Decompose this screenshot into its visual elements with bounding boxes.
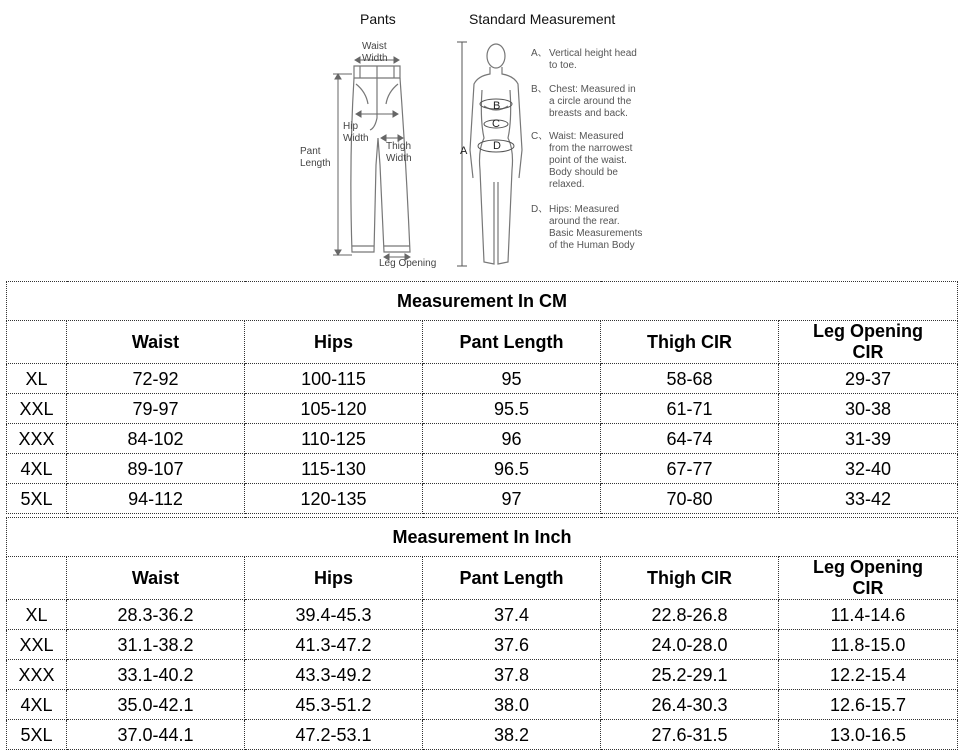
- leg-opening-label: Leg Opening: [379, 258, 437, 269]
- cell-waist: 35.0-42.1: [67, 690, 245, 720]
- body-letter-d: D: [493, 140, 501, 152]
- table-title-row: [7, 282, 958, 321]
- cell-size: XL: [7, 364, 67, 394]
- cell-pant-length: 95: [423, 364, 601, 394]
- description-b-text: Chest: Measured in a circle around the breasts and back.: [549, 84, 636, 119]
- cell-pant-length: 37.8: [423, 660, 601, 690]
- cell-leg-opening-cir: 11.4-14.6: [779, 600, 958, 630]
- header-thigh-cir: Thigh CIR: [601, 321, 779, 364]
- cell-pant-length: 38.0: [423, 690, 601, 720]
- cell-hips: 39.4-45.3: [245, 600, 423, 630]
- header-row: [7, 321, 958, 364]
- table-title: Measurement In CM: [7, 282, 958, 321]
- cell-waist: 31.1-38.2: [67, 630, 245, 660]
- cell-waist: 79-97: [67, 394, 245, 424]
- cell-leg-opening-cir: 29-37: [779, 364, 958, 394]
- measurement-illustration: [0, 0, 962, 280]
- cell-thigh-cir: 22.8-26.8: [601, 600, 779, 630]
- cell-size: 5XL: [7, 720, 67, 750]
- header-waist: Waist: [67, 557, 245, 600]
- table-row: [7, 364, 958, 394]
- cell-pant-length: 37.4: [423, 600, 601, 630]
- description-a-text: Vertical height head to toe.: [549, 48, 637, 71]
- table-row: [7, 720, 958, 750]
- cell-leg-opening-cir: 30-38: [779, 394, 958, 424]
- standard-measurement-title: Standard Measurement: [469, 11, 616, 27]
- cell-waist: 89-107: [67, 454, 245, 484]
- table-row: [7, 630, 958, 660]
- table-row: [7, 600, 958, 630]
- cell-pant-length: 97: [423, 484, 601, 514]
- cell-hips: 120-135: [245, 484, 423, 514]
- cell-thigh-cir: 58-68: [601, 364, 779, 394]
- cell-waist: 72-92: [67, 364, 245, 394]
- cell-thigh-cir: 61-71: [601, 394, 779, 424]
- cell-size: 5XL: [7, 484, 67, 514]
- header-size: [7, 321, 67, 364]
- cell-leg-opening-cir: 33-42: [779, 484, 958, 514]
- cell-size: XL: [7, 600, 67, 630]
- pant-length-label: Pant Length: [300, 146, 331, 169]
- cell-size: XXL: [7, 394, 67, 424]
- description-b-letter: B、: [531, 84, 548, 95]
- header-waist: Waist: [67, 321, 245, 364]
- table-row: [7, 454, 958, 484]
- table-title: Measurement In Inch: [7, 518, 958, 557]
- cell-leg-opening-cir: 32-40: [779, 454, 958, 484]
- table-row: [7, 424, 958, 454]
- cell-leg-opening-cir: 11.8-15.0: [779, 630, 958, 660]
- cell-leg-opening-cir: 12.6-15.7: [779, 690, 958, 720]
- cell-hips: 100-115: [245, 364, 423, 394]
- header-hips: Hips: [245, 557, 423, 600]
- description-d-letter: D、: [531, 204, 549, 215]
- cell-waist: 28.3-36.2: [67, 600, 245, 630]
- cell-size: XXX: [7, 424, 67, 454]
- cell-pant-length: 96.5: [423, 454, 601, 484]
- cell-hips: 41.3-47.2: [245, 630, 423, 660]
- header-leg-opening-cir: Leg Opening CIR: [779, 557, 958, 600]
- body-letter-c: C: [492, 118, 500, 130]
- cell-hips: 115-130: [245, 454, 423, 484]
- header-hips: Hips: [245, 321, 423, 364]
- cell-thigh-cir: 67-77: [601, 454, 779, 484]
- pants-title: Pants: [360, 11, 396, 27]
- cell-pant-length: 38.2: [423, 720, 601, 750]
- thigh-width-label: Thigh Width: [386, 141, 412, 164]
- cell-hips: 105-120: [245, 394, 423, 424]
- cell-size: XXL: [7, 630, 67, 660]
- header-thigh-cir: Thigh CIR: [601, 557, 779, 600]
- size-table-inch: [6, 517, 958, 750]
- cell-thigh-cir: 64-74: [601, 424, 779, 454]
- cell-thigh-cir: 70-80: [601, 484, 779, 514]
- cell-waist: 33.1-40.2: [67, 660, 245, 690]
- waist-width-label: Waist Width: [362, 41, 388, 64]
- cell-leg-opening-cir: 31-39: [779, 424, 958, 454]
- cell-hips: 47.2-53.1: [245, 720, 423, 750]
- cell-thigh-cir: 25.2-29.1: [601, 660, 779, 690]
- cell-hips: 43.3-49.2: [245, 660, 423, 690]
- table-row: [7, 484, 958, 514]
- cell-pant-length: 95.5: [423, 394, 601, 424]
- table-title-row: [7, 518, 958, 557]
- cell-leg-opening-cir: 13.0-16.5: [779, 720, 958, 750]
- description-c-text: Waist: Measured from the narrowest point of the waist. Body should be relaxed.: [549, 131, 633, 190]
- description-a-letter: A、: [531, 48, 548, 59]
- cell-pant-length: 37.6: [423, 630, 601, 660]
- cell-thigh-cir: 27.6-31.5: [601, 720, 779, 750]
- cell-thigh-cir: 24.0-28.0: [601, 630, 779, 660]
- description-d-text: Hips: Measured around the rear. Basic Measurements of the Human Body: [549, 204, 643, 251]
- table-row: [7, 690, 958, 720]
- hip-width-label: Hip Width: [343, 121, 369, 144]
- description-c-letter: C、: [531, 131, 549, 142]
- table-row: [7, 660, 958, 690]
- cell-size: 4XL: [7, 454, 67, 484]
- cell-pant-length: 96: [423, 424, 601, 454]
- table-row: [7, 394, 958, 424]
- header-leg-opening-cir: Leg Opening CIR: [779, 321, 958, 364]
- cell-waist: 37.0-44.1: [67, 720, 245, 750]
- cell-hips: 110-125: [245, 424, 423, 454]
- cell-thigh-cir: 26.4-30.3: [601, 690, 779, 720]
- body-letter-b: B: [493, 100, 501, 112]
- header-row: [7, 557, 958, 600]
- header-pant-length: Pant Length: [423, 557, 601, 600]
- cell-size: XXX: [7, 660, 67, 690]
- body-figure: [470, 44, 522, 264]
- cell-size: 4XL: [7, 690, 67, 720]
- cell-leg-opening-cir: 12.2-15.4: [779, 660, 958, 690]
- header-pant-length: Pant Length: [423, 321, 601, 364]
- body-letter-a: A: [460, 145, 468, 157]
- cell-waist: 84-102: [67, 424, 245, 454]
- cell-waist: 94-112: [67, 484, 245, 514]
- header-size: [7, 557, 67, 600]
- size-table-cm: [6, 281, 958, 514]
- cell-hips: 45.3-51.2: [245, 690, 423, 720]
- pants-and-body-diagram: [0, 0, 962, 280]
